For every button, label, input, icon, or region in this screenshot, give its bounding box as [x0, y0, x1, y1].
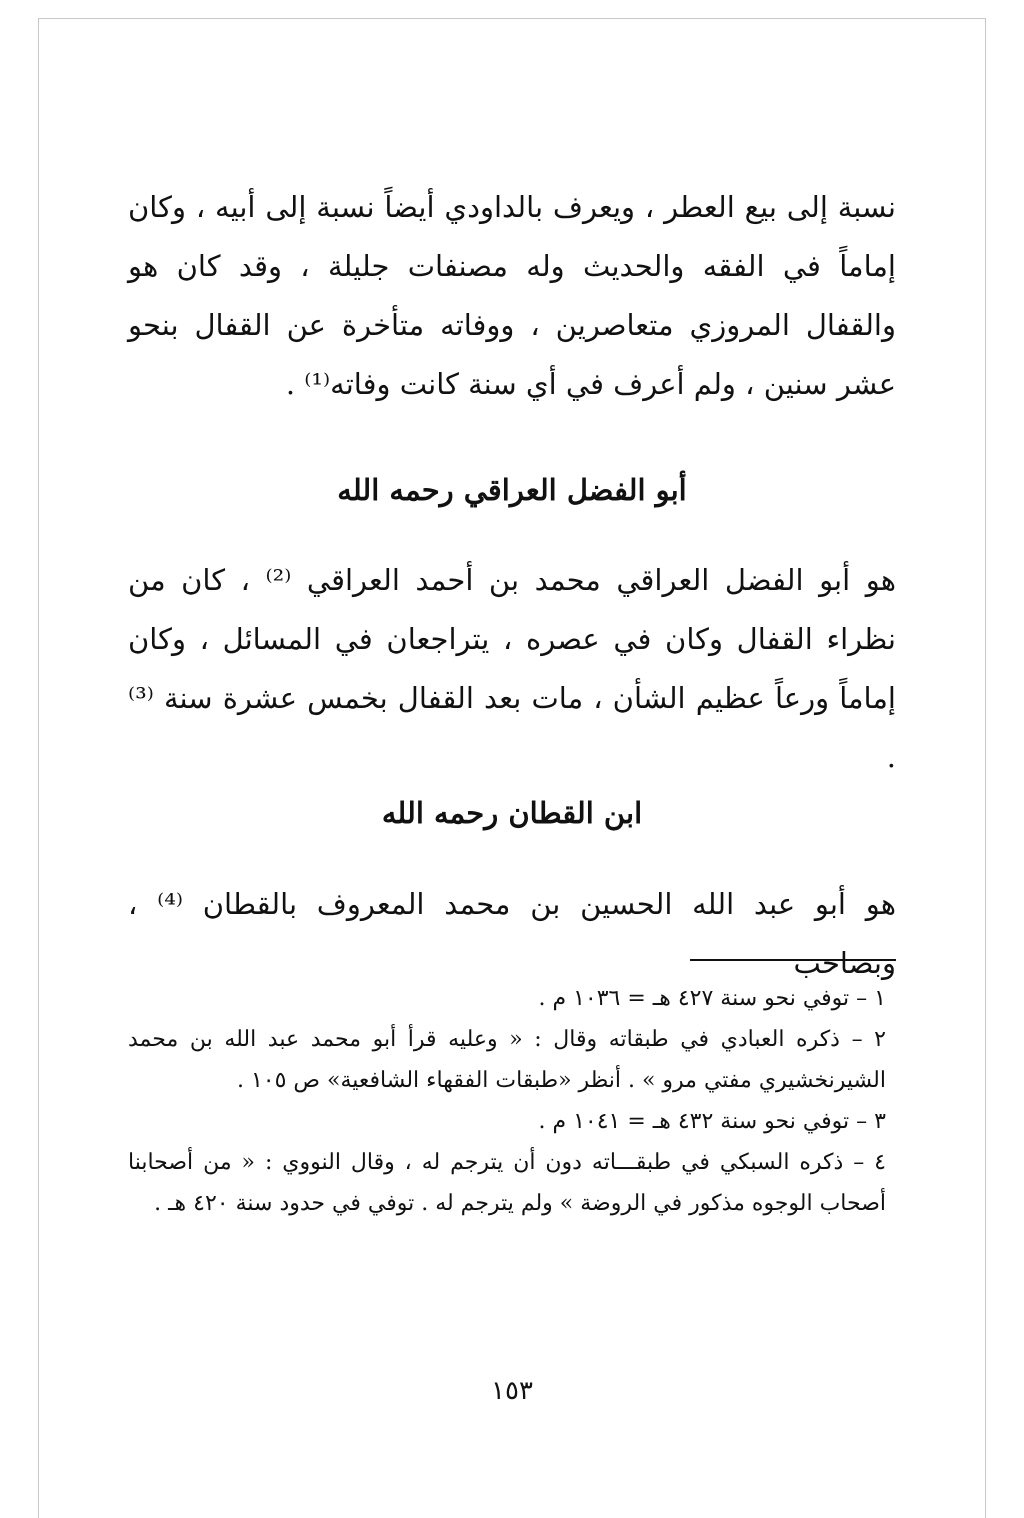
paragraph-abu-al-fadl: هو أبو الفضل العراقي محمد بن أحمد العراقي ⁽²⁾ ، كان من نظراء القفال وكان في عصره ، يتراجعان في المسائل ، وكان إماماً ورعاً عظيم الشأن ، مات بعد القفال بخمس عشرة سنة ⁽³⁾ . [128, 563, 896, 774]
heading-ibn-al-qattan: ابن القطان رحمه الله [381, 796, 643, 830]
footnotes-section [128, 978, 896, 1224]
paragraph-ibn-al-qattan: هو أبو عبد الله الحسين بن محمد المعروف بالقطان ⁽⁴⁾ ، وبصاحب [128, 887, 896, 980]
footnote-3: ٣ – توفي نحو سنة ٤٣٢ هـ = ١٠٤١ م . [538, 1109, 886, 1134]
page-number: ١٥٣ [491, 1376, 533, 1406]
paragraph-intro: نسبة إلى بيع العطر ، ويعرف بالداودي أيضاً نسبة إلى أبيه ، وكان إماماً في الفقه والحديث وله مصنفات جليلة ، وقد كان هو والقفال المروزي متعاصرين ، ووفاته متأخرة عن القفال بنحو عشر سنين ، ولم أعرف في أي سنة كانت وفاته⁽¹⁾ . [128, 190, 896, 401]
heading-abu-al-fadl: أبو الفضل العراقي رحمه الله [337, 473, 687, 507]
footnote-4: ٤ – ذكره السبكي في طبقـــاته دون أن يترجم له ، وقال النووي : « من أصحابنا أصحاب الوجوه مذكور في الروضة » ولم يترجم له . توفي في حدود سنة ٤٢٠ هـ . [128, 1150, 886, 1216]
footnote-1: ١ – توفي نحو سنة ٤٢٧ هـ = ١٠٣٦ م . [538, 986, 886, 1011]
footnote-divider [690, 959, 896, 961]
footnote-2: ٢ – ذكره العبادي في طبقاته وقال : « وعليه قرأ أبو محمد عبد الله بن محمد الشيرنخشيري مفتي مرو » . أنظر «طبقات الفقهاء الشافعية» ص ١٠٥ . [128, 1027, 886, 1093]
